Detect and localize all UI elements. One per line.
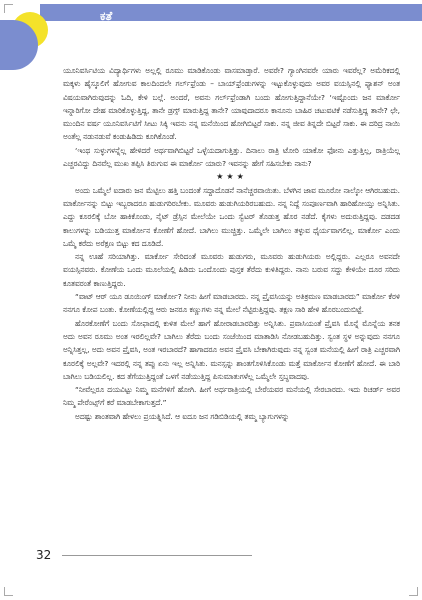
paragraph: ಹೊರಕೋಣೆಗೆ ಬಂದು ಸೋಫಾದಲ್ಲಿ ಕುಳಿತ ಮೇಲೆ ಹಾಗೆ ಹೋರಾಡಬಾರದಿತ್ತು ಅನ್ನಿಸಿತು. ಪ್ರವಾಸಿಯಂತೆ ಪ್ರೈವಸಿ ಮೊನ್ನೆ ಮೊನ್ನೆಯ ತನಕ ಅದು ಅವನ ರೂಮು ಅಂತ ಇರಲಿಲ್ಲವೇ? ಬಾಗಿಲು ತೆರೆದು ಬಂದು ಸಂಜೆಯಿಂದ ಮಾತಾಡಿಸಿ ನೋಡಬಹುದಿತ್ತು. ಸ್ವಂತ ಸ್ಥಳ ಅನ್ನುವುದು ನನಗೂ ಅನ್ನಿಸಿತ್ತಲ್ಲ, ಅದು ಅವನ ಪ್ರೈವಸಿ, ಅಂತ ಇರಬಾರದೆ? ಹಾಗಾದರೂ ಅವನ ಪ್ರೈವಸಿ ಬೇಕಾಗಿರುವುದು ನನ್ನ ಸ್ವಂತ ಮನೆಯಲ್ಲಿ ಹೀಗೆ ರಾತ್ರಿ ಎಚ್ಚರವಾಗಿ ಕೂರಲಿಕ್ಕೆ ಅಲ್ಲವೇ? ಇದರಲ್ಲಿ ನನ್ನ ತಪ್ಪು ಏನು ಇಲ್ಲ ಅನ್ನಿಸಿತು. ಮನಸ್ಸನ್ನು ಶಾಂತಗೊಳಿಸಿಕೊಂಡು ಮತ್ತೆ ಮಾರ್ಕೋನ ಕೋಣೆಗೆ ಹೋದೆ. ಈ ಬಾರಿ ಬಾಗಿಲು ಬಡಿಯಲಿಲ್ಲ. ಕದ ತೆಗೆಯುತ್ತಿದ್ದಂತೆ ಒಳಗೆ ನಡೆಯುತ್ತಿದ್ದ ಪಿಸುಮಾತುಗಳೆಲ್ಲ ಒಮ್ಮೆಲೇ ಸ್ತಬ್ಧವಾದವು. [63, 318, 400, 381]
paragraph: ಯೂನಿವರ್ಸಿಟಿಯ ವಿದ್ಯಾರ್ಥಿಗಳು ಅಲ್ಲಲ್ಲಿ ರೂಮು ಮಾಡಿಕೊಂಡು ವಾಸಮಾಡ್ತಾರೆ. ಅವರೇ? ಗ್ಯಾಂಗಿನವರೇ ಯಾರು ಇವರೆಲ್ಲ? ಅಮೆರಿಕದಲ್ಲಿ ಮಕ್ಕಳು ಹೈಸ್ಕೂಲಿಗೆ ಹೋಗುವ ಕಾಲದಿಂದಲೇ ಗರ್ಲ್‌ಫ್ರೆಂಡು – ಬಾಯ್‌ಫ್ರೆಂಡುಗಳನ್ನು ಇಟ್ಟುಕೊಳ್ಳುವುದು ಅವರ ವಯಸ್ಸಿನಲ್ಲಿ ಫ್ಯಾಶನ್ ಅಂತ ವಿಷಯವಾಗಿರುವುದನ್ನು ಓದಿ, ಕೇಳಿ ಬಲ್ಲೆ. ಅಂದರೆ, ಅವನು ಗರ್ಲ್‌ಫ್ರೆಂಡಾಗಿ ಬಂದು ಹೋಗುತ್ತಿದ್ದಾನೆಯೇ? ‘ಇಷ್ಟೊಂದು ಜನ ಮಾರ್ಕೋ ಇನ್ನಾರಿಗೋ ದೇಹ ಮಾರಿಕೊಳ್ಳುತ್ತಿದ್ದ, ತಾನೇ ಡ್ರಗ್ಸ್ ಮಾರುತ್ತಿದ್ದ ತಾನೇ? ಯಾವುದಾದರೂ ಕಾನೂನು ಬಾಹಿರ ಚಟುವಟಿಕೆ ನಡೆಸುತ್ತಿದ್ದ ತಾನೇ? ಛೇ, ಮುಂದಿನ ವರ್ಷ ಯೂನಿವರ್ಸಿಟಿಗೆ ಸೀಟು ಸಿಕ್ಕಿ ಇವನು ನನ್ನ ಮನೆಯಿಂದ ಹೋಗಿಬಿಟ್ಟರೆ ಸಾಕು. ನನ್ನ ಜೀವ ತಿನ್ನದೇ ಬಿಟ್ಟರೆ ಸಾಕು. ಈ ದರಿದ್ರ ನಾಯಿ ಅಂತೆಲ್ಲ ನಡುನಡುವೆ ಕಂಡುಹಿಡಿದು ಕೂಗಿಕೊಂಡೆ. [63, 66, 400, 142]
section-title: ಕತೆ [100, 9, 113, 23]
article-body [63, 64, 400, 423]
paragraph: ನನ್ನ ಊಹೆ ಸರಿಯಾಗಿತ್ತು. ಮಾರ್ಕೋ ಸೇರಿದಂತೆ ಮೂವರು ಹುಡುಗರು, ಮೂವರು ಹುಡುಗಿಯರು ಅಲ್ಲಿದ್ದರು. ಎಲ್ಲರೂ ಅವನದೇ ವಯಸ್ಸಿನವರು. ಕೋಣೆಯ ಒಂದು ಮೂಲೆಯಲ್ಲಿ ಹಿಡಿದು ಒಂದೊಂದು ಪುಸ್ತಕ ತೆರೆದು ಕುಳಿತಿದ್ದರು. ನಾನು ಬರುವ ಸದ್ದು ಕೇಳಿಯೇ ದೂರ ಸರಿದು ಕೂತವರಂತೆ ಕಾಣುತ್ತಿದ್ದರು. [63, 252, 400, 288]
paragraph: “ನೀವೆಲ್ಲರೂ ದಯವಿಟ್ಟು ನಿಮ್ಮ ಮನೆಗಳಿಗೆ ಹೋಗಿ. ಹೀಗೆ ಅರ್ಧರಾತ್ರಿಯಲ್ಲಿ ಬೇರೆಯವರ ಮನೆಯಲ್ಲಿ ಸೇರಬಾರದು. ಇದು ರಿಚರ್ಡ್ ಅವರ ನಿಮ್ಮ ಪೇರೆಂಟ್ಸ್‌ಗೆ ಕರೆ ಮಾಡಬೇಕಾಗುತ್ತದೆ.” [63, 385, 400, 408]
paragraph: ‘ಇಂಥ ಸುಳ್ಳುಗಳನ್ನೆಲ್ಲ ಹೇಳಿದರೆ ಅರ್ಥವಾಗಿಬಿಟ್ಟರೆ ಒಳ್ಳೆಯದಾಗುತ್ತಿತ್ತು. ದಿನಾಲು ರಾತ್ರಿ ಟೋರಿ ಯಾಕೋ ಫೋನು ಎತ್ತುತ್ತಿಲ್ಲ, ರಾತ್ರಿಯೆಲ್ಲ ಎಚ್ಚರವಿದ್ದು ದಿನವೆಲ್ಲ ಮುಖ ತಪ್ಪಿಸಿ ತಿರುಗುವ ಈ ಮಾರ್ಕೋ ಯಾರು? ಇವನನ್ನು ಹೇಗೆ ಸಹಿಸಬೇಕು ನಾನು? [63, 145, 400, 169]
section-separator: ★★★ [216, 172, 247, 182]
paragraph: ಅದಷ್ಟು ಶಾಂತವಾಗಿ ಹೇಳಲು ಪ್ರಯತ್ನಿಸಿದೆ. ಆ ಐದೂ ಜನ ಗಡಿಬಿಡಿಯಲ್ಲಿ ತಮ್ಮ ಬ್ಯಾಗುಗಳನ್ನು [75, 411, 290, 421]
crop-mark [4, 587, 13, 596]
crop-mark [4, 4, 13, 13]
header-bar [40, 4, 422, 21]
footer-rule [62, 555, 252, 556]
page-number: 32 [36, 548, 52, 562]
paragraph: “ವಾಟ್ ಆರ್ ಯೂ ಡೂಯಿಂಗ್ ಮಾರ್ಕೋ? ನೀನು ಹೀಗೆ ಮಾಡಬಾರದು. ನನ್ನ ಪ್ರೈವಸಿಯನ್ನು ಅತಿಕ್ರಮಣ ಮಾಡಬಾರದು” ಮಾರ್ಕೋ ಕೆರಳಿ ನನಗೂ ಕೋಪ ಬಂತು. ಕೋಣೆಯಲ್ಲಿದ್ದ ಆರು ಜನರೂ ಕಣ್ಣುಗಳು ನನ್ನ ಮೇಲೆ ನೆಟ್ಟಿರುತ್ತಿದ್ದವು. ತಕ್ಷಣ ಸಾರಿ ಹೇಳಿ ಹೊರಬಂದುಬಿಟ್ಟೆ. [63, 292, 400, 315]
crop-mark [409, 587, 418, 596]
paragraph: ಅಂದು ಒಮ್ಮೆಲೆ ಐದಾರು ಜನ ಮೆಟ್ಟಿಲು ಹತ್ತಿ ಬಂದಂತೆ ಸದ್ದಾದೊಡನೆ ನಾನೆಚ್ಚರವಾಯಿತು. ಬೆಳಗಿನ ಜಾವ ಮೂರೋ ನಾಲ್ಕೋ ಆಗಿರಬಹುದು. ಮಾರ್ಕೋನನ್ನು ಬಿಟ್ಟು ಇಬ್ಬರಾದರೂ ಹುಡುಗರಿರಬೇಕು. ಮೂವರು ಹುಡುಗಿಯರಿರಬಹುದು. ನನ್ನ ನಿದ್ದೆ ಸಂಪೂರ್ಣವಾಗಿ ಹಾರಿಹೋಯ್ತು ಅನ್ನಿಸಿತು. ಎದ್ದು ಕೂರಲಿಕ್ಕೆ ಬೋ ಹಾಕಿಕೊಂಡು, ನೈಟ್ ಡ್ರೆಸ್ಸಿನ ಮೇಲೆಯೇ ಒಂದು ಸ್ವೆಟರ್ ತೊಡುತ್ತ ಹೊರ ನಡೆದೆ. ಕೈಗಳು ಅದುರುತ್ತಿದ್ದವು. ದಡದಡ ಕಾಲುಗಳನ್ನು ಬಡಿಯುತ್ತ ಮಾರ್ಕೋನ ಕೋಣೆಗೆ ಹೋದೆ. ಬಾಗಿಲು ಮುಚ್ಚಿತ್ತು. ಒಮ್ಮೆಲೇ ಬಾಗಿಲು ತಳ್ಳುವ ಧೈರ್ಯವಾಗಲಿಲ್ಲ. ಮಾರ್ಕೋ ಎಂದು ಒಮ್ಮೆ ಕರೆದು ಅರೆಕ್ಷಣ ಬಿಟ್ಟು ಕದ ದೂಡಿದೆ. [63, 185, 400, 248]
